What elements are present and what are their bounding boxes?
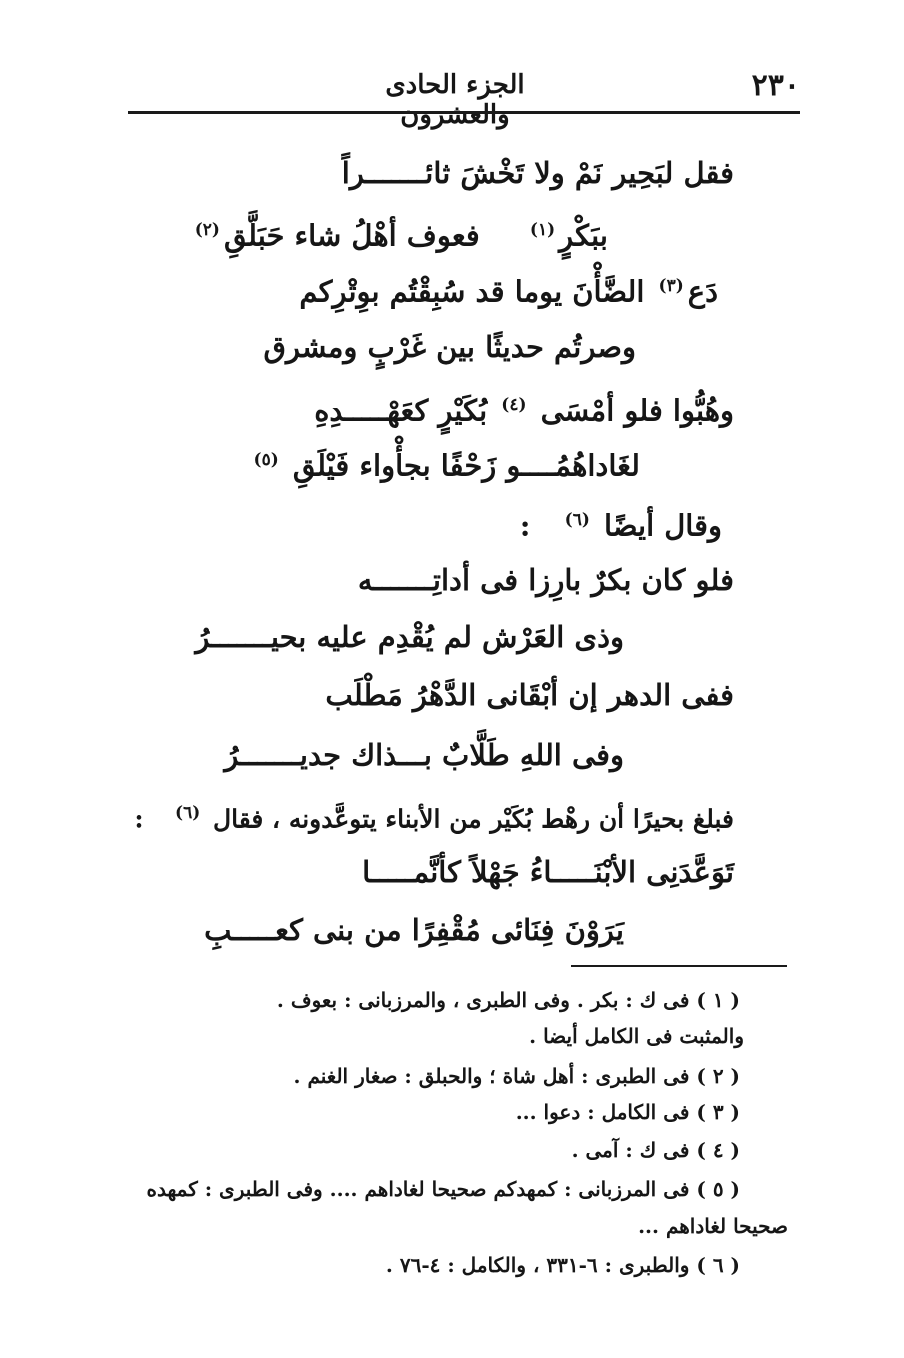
footnote-ref-3: (٣) (658, 276, 684, 296)
footnote-ref-6: (٦) (564, 510, 590, 530)
verse-text: فلو كان بكرٌ بارِزا فى أداتِـــــــه (357, 563, 734, 597)
footnote-5-continued: صحيحا لغاداهم ... (638, 1214, 788, 1238)
footnote-2: ( ٢ ) فى الطبرى : أهل شاة ؛ والحبلق : صغار الغنم . (293, 1064, 740, 1088)
footnote-4: ( ٤ ) فى ك : آمى . (571, 1138, 740, 1162)
page-number: ٢٣٠ (751, 68, 800, 103)
verse-line-8 (195, 617, 624, 657)
verse-text: فقل لبَحِير نَمْ ولا تَخْشَ ثائـــــــراً (341, 156, 734, 190)
verse-line-6 (250, 440, 640, 486)
footnote-ref-6: (٦) (175, 803, 201, 823)
verse-line-4 (264, 327, 636, 367)
verse-text: وصرتُم حديثًا بين غَرْبٍ ومشرق (263, 330, 636, 364)
verse-text: وهُبُّوا فلو أمْسَى (540, 393, 734, 428)
footnote-5: ( ٥ ) فى المرزبانى : كمهدكم صحيحا لغاداهم .... وفى الطبرى : كمهده (146, 1177, 740, 1201)
prose-line (134, 793, 734, 839)
prose-line-intro (520, 500, 722, 546)
verse-text: وقال أيضًا (604, 508, 722, 543)
footnote-3: ( ٣ ) فى الكامل : دعوا ... (515, 1100, 740, 1124)
footnote-1: ( ١ ) فى ك : بكر . وفى الطبرى ، والمرزبانى : بعوف . (276, 988, 740, 1012)
verse-text: يَرَوْنَ فِنَائى مُقْفِرًا من بنى كعـــــبِ (204, 913, 624, 947)
footnote-ref-2: (٢) (194, 220, 220, 240)
verse-text: : (519, 508, 531, 543)
verse-line-1 (342, 153, 734, 193)
verse-line-11 (362, 852, 734, 892)
verse-text: لغَاداهُمُــــو زَحْفًا بجأْواء فَيْلَقِ (292, 448, 640, 483)
footnote-ref-1: (١) (529, 220, 556, 240)
verse-line-5 (314, 385, 734, 431)
verse-text: تَوَعَّدَنِى الأبْنَـــــاءُ جَهْلاً كأنَّمـــــا (362, 855, 734, 889)
header-rule (128, 111, 800, 114)
verse-line-7 (358, 560, 734, 600)
verse-text: فعوف أهْلُ شاء حَبَلَّقِ (223, 218, 480, 253)
verse-line-12 (204, 910, 624, 950)
running-header-title: الجزء الحادى والعشرون (385, 70, 525, 130)
verse-text: بُكَيْرٍ كعَهْـــــدِهِ (314, 393, 488, 428)
verse-text: دَع (687, 274, 718, 309)
verse-text: الضَّأْنَ يوما قد سُبِقْتُم بوِتْرِكم (299, 274, 645, 309)
verse-text: فبلغ بحيرًا أن رهْط بُكَيْر من الأبناء يتوعَّدونه ، فقال (212, 804, 734, 834)
verse-text: وذى العَرْش لم يُقْدِم عليه بحيـــــــرُ (195, 620, 624, 654)
verse-text: ففى الدهر إن أبْقَانى الدَّهْرُ مَطْلَب (325, 678, 734, 712)
verse-line-2 (191, 210, 608, 256)
verse-text: : (134, 804, 144, 834)
verse-text: وفى اللهِ طَلَّابٌ بـــذاك جديـــــــرُ (224, 738, 624, 772)
footnote-ref-4: (٤) (501, 395, 527, 415)
verse-line-3 (299, 266, 718, 312)
footnote-separator (571, 965, 787, 967)
verse-line-10 (224, 735, 624, 775)
footnote-ref-5: (٥) (253, 450, 279, 470)
footnote-1-continued: والمثبت فى الكامل أيضا . (529, 1024, 744, 1048)
verse-text: ببَكْرٍ (559, 218, 608, 253)
footnote-6: ( ٦ ) والطبرى : ٦-٣٣١ ، والكامل : ٤-٧٦ . (385, 1253, 740, 1277)
verse-line-9 (325, 675, 734, 715)
